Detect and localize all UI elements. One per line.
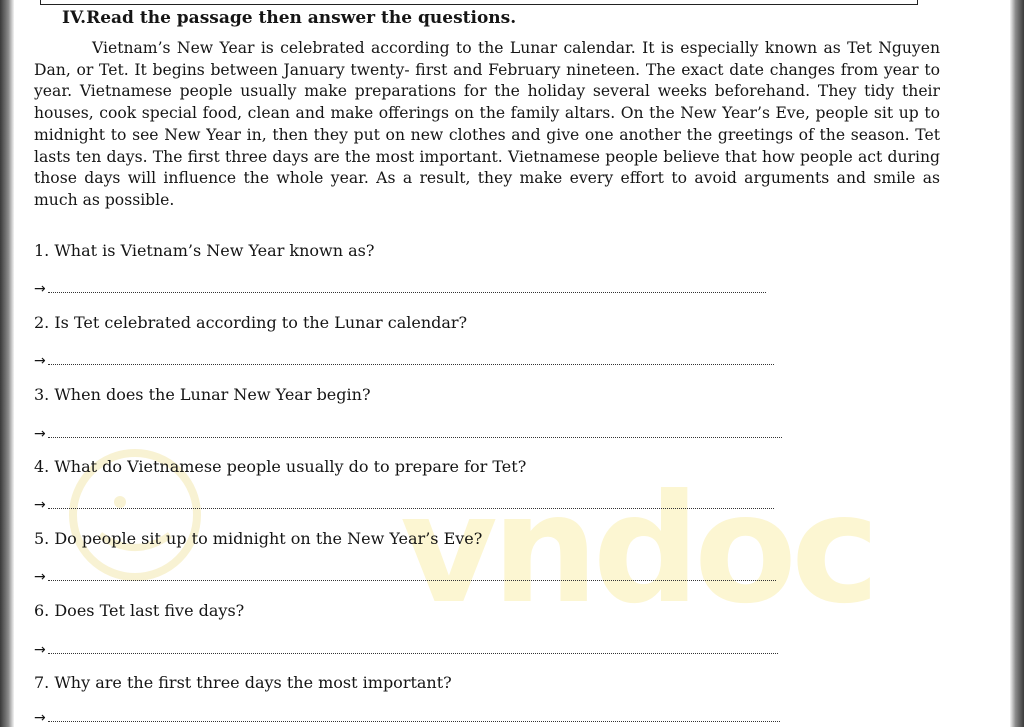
answer-line-3[interactable] xyxy=(34,421,782,441)
question-1: 1. What is Vietnam’s New Year known as? xyxy=(34,241,375,260)
reading-passage: Vietnam’s New Year is celebrated according to the Lunar calendar. It is especially known as Tet Nguyen Dan, or Tet. It begins between January twenty- first and February nineteen. The exact date changes from year to year. Vietnamese people usually make preparations for the holiday several weeks beforehand. They tidy their houses, cook special food, clean and make offerings on the family altars. On the New Year’s Eve, people sit up to midnight to see New Year in, then they put on new clothes and give one another the greetings of the season. Tet lasts ten days. The first three days are the most important. Vietnamese people believe that how people act during those days will influence the whole year. As a result, they make every effort to avoid arguments and smile as much as possible. xyxy=(34,39,940,209)
arrow-icon: → xyxy=(34,569,46,585)
dotted-line xyxy=(48,508,774,509)
arrow-icon: → xyxy=(34,426,46,442)
exercise-heading: IV.Read the passage then answer the questions. xyxy=(62,8,517,28)
dotted-line xyxy=(48,721,780,722)
question-7: 7. Why are the first three days the most important? xyxy=(34,673,452,692)
right-edge-shadow xyxy=(1010,0,1024,727)
arrow-icon: → xyxy=(34,642,46,658)
answer-line-4[interactable] xyxy=(34,492,774,512)
top-border-box xyxy=(40,0,918,5)
dotted-line xyxy=(48,437,782,438)
question-5: 5. Do people sit up to midnight on the New Year’s Eve? xyxy=(34,529,483,548)
arrow-icon: → xyxy=(34,281,46,297)
question-2: 2. Is Tet celebrated according to the Lunar calendar? xyxy=(34,313,468,332)
arrow-icon: → xyxy=(34,497,46,513)
answer-line-1[interactable] xyxy=(34,276,766,296)
dotted-line xyxy=(48,292,766,293)
left-edge-shadow xyxy=(0,0,14,727)
dotted-line xyxy=(48,653,778,654)
arrow-icon: → xyxy=(34,353,46,369)
question-3: 3. When does the Lunar New Year begin? xyxy=(34,385,371,404)
watermark-text: vndoc xyxy=(400,463,874,637)
answer-line-6[interactable] xyxy=(34,637,778,657)
answer-line-2[interactable] xyxy=(34,348,774,368)
answer-line-7[interactable] xyxy=(34,705,780,725)
dotted-line xyxy=(48,364,774,365)
dotted-line xyxy=(48,580,776,581)
arrow-icon: → xyxy=(34,710,46,726)
question-6: 6. Does Tet last five days? xyxy=(34,601,245,620)
answer-line-5[interactable] xyxy=(34,564,776,584)
question-4: 4. What do Vietnamese people usually do to prepare for Tet? xyxy=(34,457,527,476)
